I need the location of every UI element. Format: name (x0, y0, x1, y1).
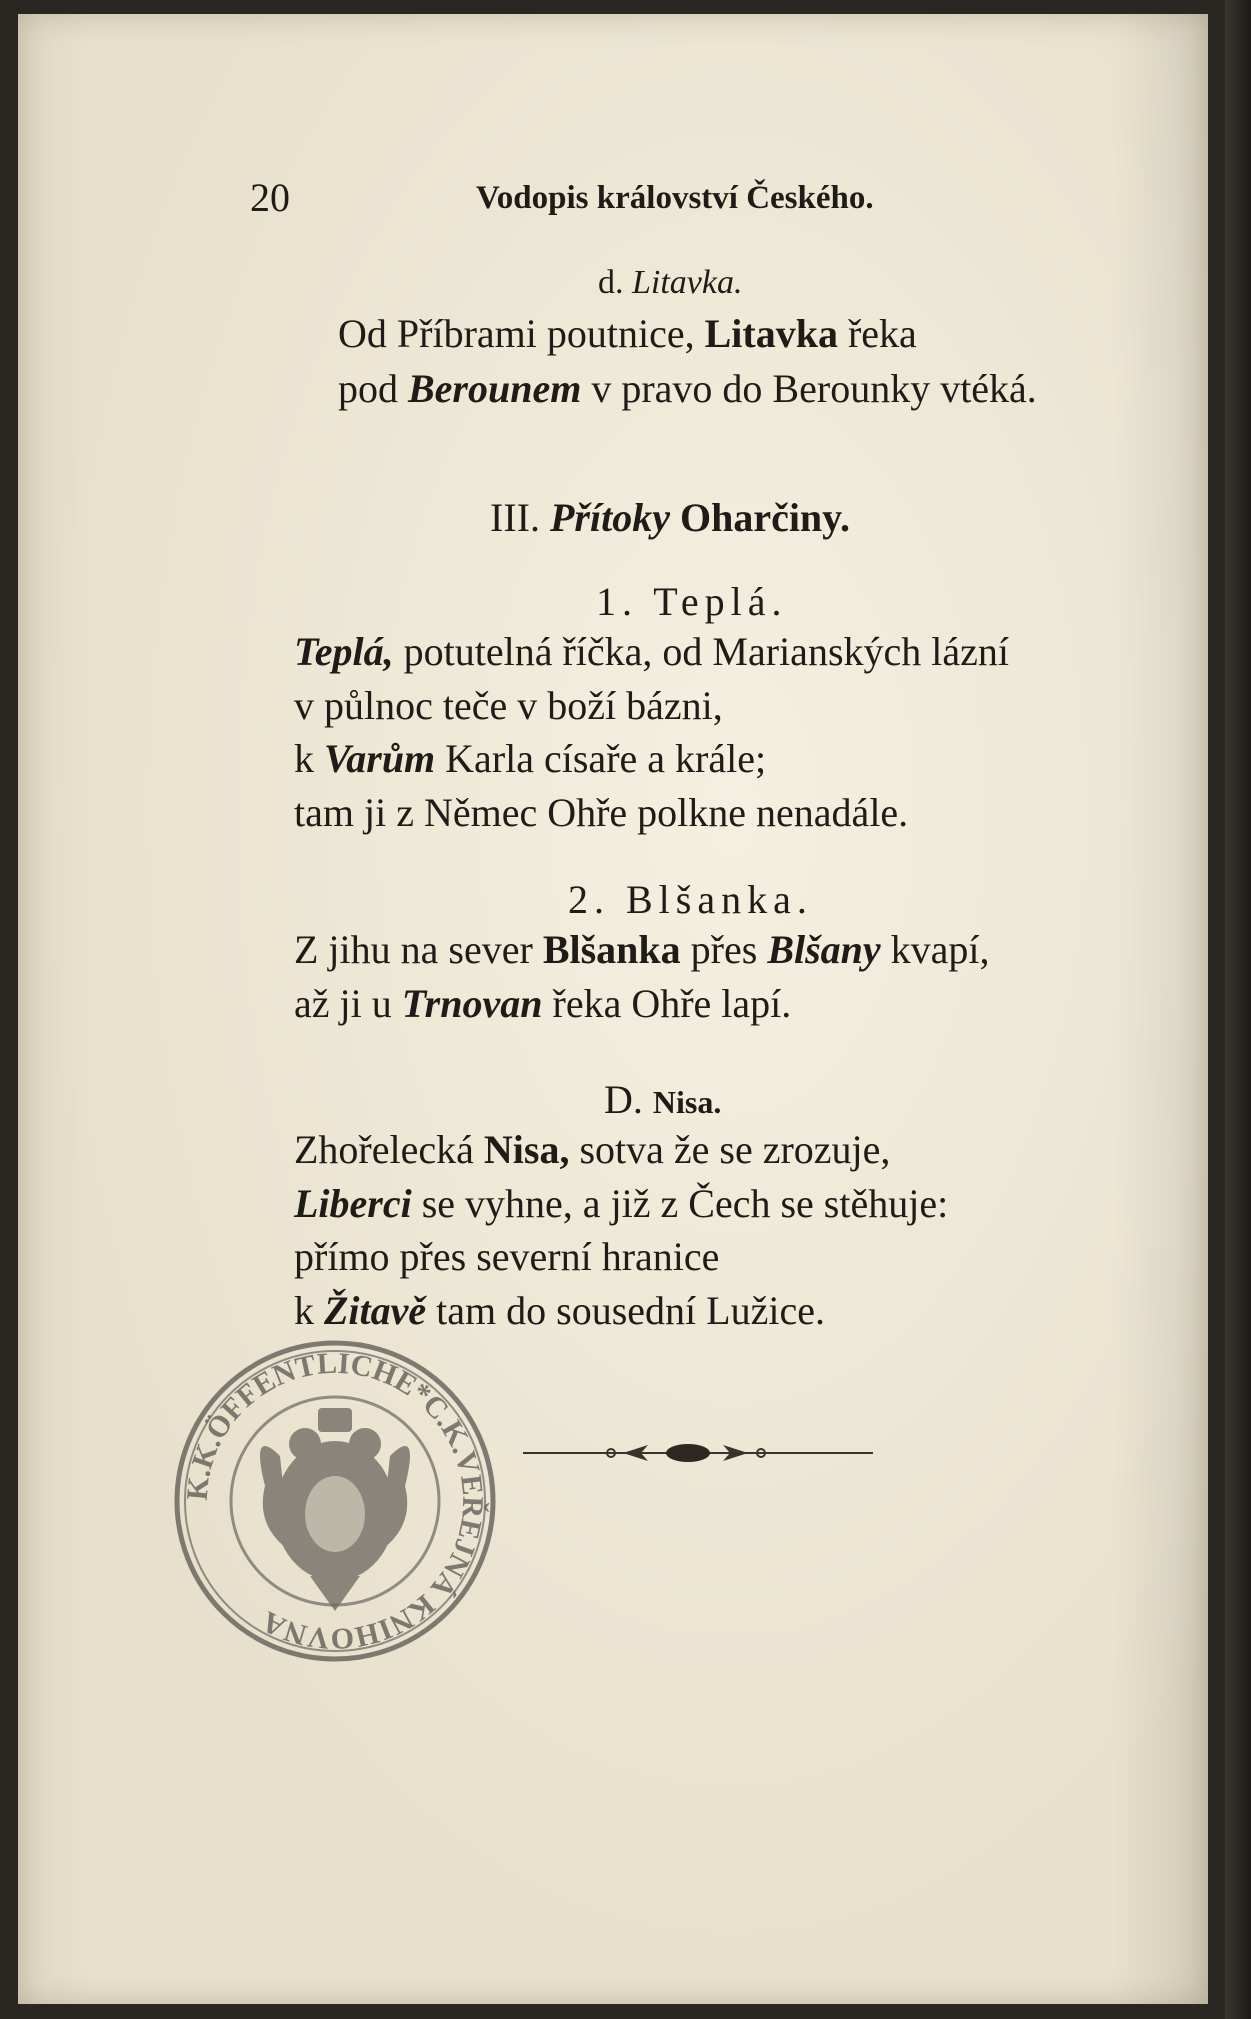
tepla-line-3-c: Karla císaře a krále; (445, 736, 767, 781)
litavka-line-2 (338, 366, 1037, 411)
blsanka-line-2-a: až ji u (294, 981, 392, 1026)
tepla-heading: 1. Teplá. (596, 579, 788, 624)
nisa-line-1-b: Nisa, (483, 1127, 570, 1172)
tepla-line-1 (294, 629, 1009, 674)
running-title: Vodopis království Českého. (476, 180, 874, 216)
litavka-line-2-a: pod (338, 366, 398, 411)
tepla-line-3-b: Varům (324, 736, 436, 781)
ornament-divider-icon (523, 1438, 873, 1468)
library-stamp-icon (170, 1336, 500, 1666)
blsanka-line-1-b: Blšanka (542, 927, 681, 972)
blsanka-line-1 (294, 927, 990, 972)
blsanka-line-2 (294, 981, 792, 1026)
blsanka-line-1-a: Z jihu na sever (294, 927, 533, 972)
section-3-word-1: Přítoky (549, 495, 670, 540)
blsanka-line-1-c: přes (690, 927, 758, 972)
nisa-heading (604, 1077, 722, 1122)
blsanka-line-2-b: Trnovan (401, 981, 543, 1026)
nisa-line-1 (294, 1127, 891, 1172)
nisa-line-2 (294, 1181, 949, 1226)
tepla-line-1-b: potutelná říčka, od Marianských lázní (403, 629, 1009, 674)
section-3-numeral: III. (490, 495, 540, 540)
tepla-line-3 (294, 736, 767, 781)
nisa-line-1-a: Zhořelecká (294, 1127, 474, 1172)
litavka-heading-prefix: d. (598, 264, 624, 301)
litavka-line-2-b: Berounem (408, 366, 582, 411)
blsanka-line-2-c: řeka Ohře lapí. (552, 981, 792, 1026)
page-number: 20 (250, 175, 290, 220)
litavka-heading (598, 266, 742, 300)
litavka-line-1 (338, 311, 917, 356)
litavka-heading-name: Litavka. (632, 264, 743, 301)
litavka-line-1-a: Od Příbrami poutnice, (338, 311, 695, 356)
nisa-heading-name: Nisa. (652, 1084, 722, 1120)
nisa-line-1-c: sotva že se zrozuje, (579, 1127, 891, 1172)
litavka-line-2-c: v pravo do Berounky vtéká. (591, 366, 1037, 411)
blsanka-heading: 2. Blšanka. (568, 877, 813, 922)
tepla-line-1-a: Teplá, (294, 629, 394, 674)
litavka-line-1-c: řeka (847, 311, 917, 356)
nisa-line-4-c: tam do sousední Lužice. (436, 1288, 825, 1333)
book-spine-edge (1225, 0, 1251, 2019)
litavka-line-1-b: Litavka (704, 311, 838, 356)
blsanka-line-1-d: Blšany (767, 927, 881, 972)
section-3-heading (490, 495, 850, 540)
nisa-line-4-a: k (294, 1288, 314, 1333)
section-3-word-2: Oharčiny. (679, 495, 850, 540)
stamp-text: K.K.ÖFFENTLICHE*C.K.VEŘEJNÁ KNIHOVNA (180, 1346, 490, 1656)
nisa-line-4 (294, 1288, 825, 1333)
tepla-line-3-a: k (294, 736, 314, 781)
nisa-line-4-b: Žitavě (324, 1288, 427, 1333)
book-page (18, 14, 1208, 2004)
nisa-line-3: přímo přes severní hranice (294, 1234, 720, 1279)
tepla-line-4: tam ji z Němec Ohře polkne nenadále. (294, 790, 909, 835)
nisa-line-2-b: se vyhne, a již z Čech se stěhuje: (421, 1181, 949, 1226)
tepla-line-2: v půlnoc teče v boží bázni, (294, 683, 723, 728)
nisa-line-2-a: Liberci (294, 1181, 412, 1226)
blsanka-line-1-e: kvapí, (890, 927, 990, 972)
nisa-heading-prefix: D. (604, 1077, 643, 1122)
